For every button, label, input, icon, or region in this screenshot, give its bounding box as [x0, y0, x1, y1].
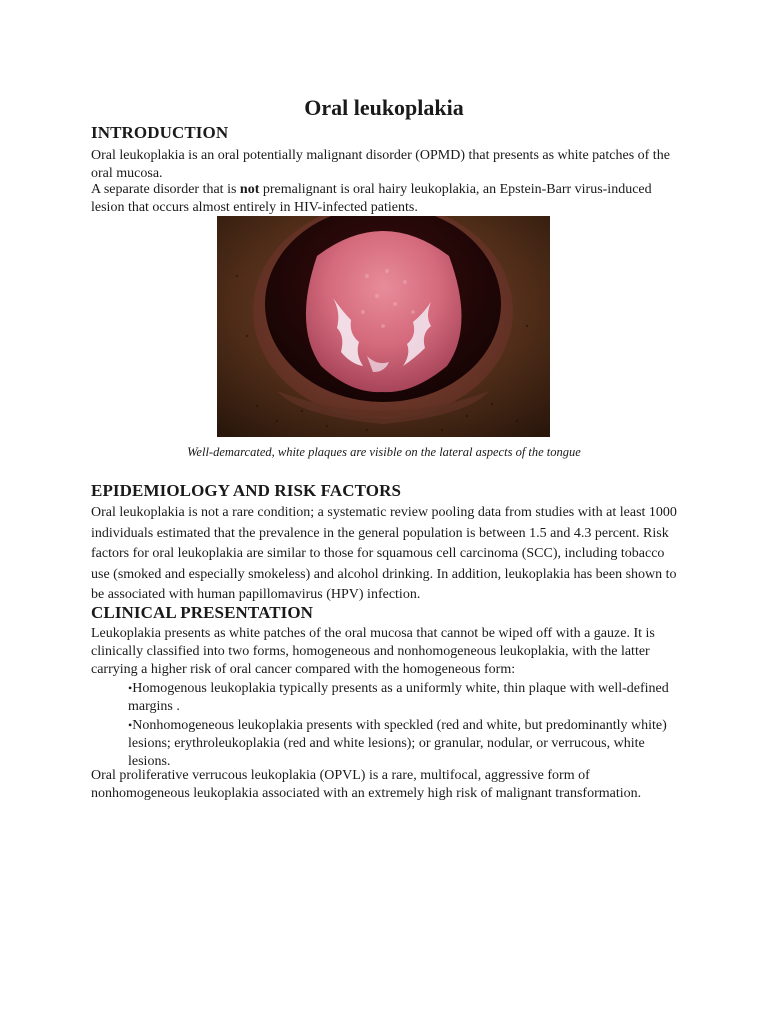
- epidemiology-heading: EPIDEMIOLOGY AND RISK FACTORS: [91, 481, 402, 500]
- intro-p2-text-b: premalignant is oral hairy leukoplakia, an Epstein-Barr virus-induced lesion that occurs almost entirely in HIV-infected patients.: [91, 182, 652, 215]
- list-item-text: Nonhomogeneous leukoplakia presents with speckled (red and white, but predominantly white) lesions; erythroleukoplakia (red and white lesions); or granular, nodular, or verrucous, white lesions.: [128, 718, 667, 769]
- clinical-paragraph-1: Leukoplakia presents as white patches of the oral mucosa that cannot be wiped off with a gauze. It is clinically classified into two forms, homogeneous and nonhomogeneous leukoplakia, with the latter carrying a higher risk of oral cancer compared with the homogeneous form:: [91, 626, 655, 677]
- intro-p2-bold-not: not: [239, 182, 260, 197]
- list-item: [128, 679, 688, 716]
- intro-p2-text-a: A separate disorder that is: [91, 182, 240, 197]
- tongue-photo: [217, 216, 550, 437]
- intro-paragraph-2: [91, 181, 681, 217]
- bullet-icon: •: [128, 718, 133, 732]
- intro-paragraph-1: Oral leukoplakia is an oral potentially malignant disorder (OPMD) that presents as white patches of the oral mucosa.: [91, 148, 670, 181]
- introduction-heading: INTRODUCTION: [91, 123, 229, 142]
- clinical-paragraph-2: Oral proliferative verrucous leukoplakia (OPVL) is a rare, multifocal, aggressive form of nonhomogeneous leukoplakia associated with an extremely high risk of malignant transformation.: [91, 768, 642, 801]
- document-title: Oral leukoplakia: [304, 95, 464, 120]
- list-item: [128, 716, 688, 771]
- clinical-forms-list: [128, 679, 688, 771]
- tongue-photo-illustration: [217, 216, 550, 437]
- clinical-presentation-heading: CLINICAL PRESENTATION: [91, 603, 314, 622]
- list-item-text: Homogenous leukoplakia typically presents as a uniformly white, thin plaque with well-defined margins .: [128, 681, 669, 714]
- figure-caption: Well-demarcated, white plaques are visible on the lateral aspects of the tongue: [187, 445, 581, 459]
- epidemiology-paragraph: Oral leukoplakia is not a rare condition; a systematic review pooling data from studies with at least 1000 individuals estimated that the prevalence in the general population is between 1.5 and 4.3 percent. Risk factors for oral leukoplakia are similar to those for squamous cell carcinoma (SCC), including tobacco use (smoked and especially smokeless) and alcohol drinking. In addition, leukoplakia has been shown to be associated with human papillomavirus (HPV) infection.: [91, 505, 677, 602]
- bullet-icon: •: [128, 681, 133, 695]
